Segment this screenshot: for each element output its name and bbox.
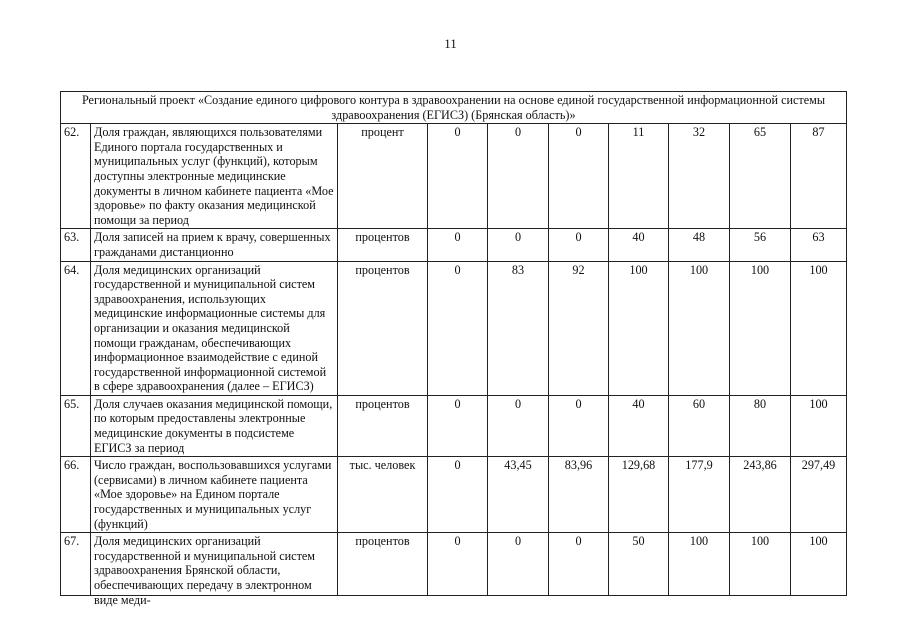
value-cell: 100 bbox=[791, 533, 847, 596]
value-cell: 48 bbox=[669, 229, 730, 261]
indicator-name: Доля медицинских организаций государственной и муниципальной систем здравоохранения Брянской области, обеспечивающих передачу в электронном виде меди- bbox=[94, 534, 316, 607]
value-cell: 83,96 bbox=[549, 457, 609, 533]
indicators-table bbox=[60, 91, 847, 607]
row-number: 67. bbox=[61, 533, 91, 596]
value-cell: 43,45 bbox=[488, 457, 549, 533]
value-cell: 0 bbox=[549, 229, 609, 261]
value-cell: 297,49 bbox=[791, 457, 847, 533]
value-cell: 100 bbox=[669, 261, 730, 395]
value-cell: 50 bbox=[609, 533, 669, 596]
table-row bbox=[61, 229, 847, 261]
row-number: 65. bbox=[61, 395, 91, 456]
unit-cell: процент bbox=[338, 124, 428, 229]
unit-cell: процентов bbox=[338, 533, 428, 596]
value-cell: 100 bbox=[609, 261, 669, 395]
value-cell: 40 bbox=[609, 395, 669, 456]
value-cell: 0 bbox=[488, 533, 549, 596]
value-cell: 0 bbox=[488, 395, 549, 456]
row-number: 63. bbox=[61, 229, 91, 261]
page-number: 11 bbox=[444, 36, 457, 51]
row-number: 62. bbox=[61, 124, 91, 229]
indicator-name: Доля медицинских организаций государственной и муниципальной систем здравоохранения, использующих медицинские информационные системы для организации и оказания медицинской помощи гражданам, обеспечивающих информационное взаимодействие с единой государственной информационной системой в сфере здравоохранения (далее – ЕГИСЗ) bbox=[91, 261, 338, 395]
value-cell: 100 bbox=[730, 261, 791, 395]
value-cell: 40 bbox=[609, 229, 669, 261]
value-cell: 92 bbox=[549, 261, 609, 395]
section-title: Региональный проект «Создание единого цифрового контура в здравоохранении на основе единой государственной информационной системы здравоохранения (ЕГИСЗ) (Брянская область)» bbox=[61, 92, 847, 124]
indicator-name: Доля записей на прием к врачу, совершенных гражданами дистанционно bbox=[91, 229, 338, 261]
indicator-name: Доля граждан, являющихся пользователями Единого портала государственных и муниципальных услуг (функций), которым доступны электронные медицинские документы в личном кабинете пациента «Мое здоровье» по факту оказания медицинской помощи за период bbox=[91, 124, 338, 229]
section-header-row bbox=[61, 92, 847, 124]
value-cell: 87 bbox=[791, 124, 847, 229]
value-cell: 100 bbox=[730, 533, 791, 596]
table-row bbox=[61, 395, 847, 456]
indicator-name: Число граждан, воспользовавшихся услугами (сервисами) в личном кабинете пациента «Мое здоровье» на Едином портале государственных и муниципальных услуг (функций) bbox=[91, 457, 338, 533]
value-cell: 0 bbox=[428, 261, 488, 395]
value-cell: 0 bbox=[428, 395, 488, 456]
value-cell: 100 bbox=[669, 533, 730, 596]
value-cell: 0 bbox=[488, 124, 549, 229]
value-cell: 0 bbox=[428, 457, 488, 533]
row-number: 66. bbox=[61, 457, 91, 533]
value-cell: 0 bbox=[549, 395, 609, 456]
value-cell: 65 bbox=[730, 124, 791, 229]
value-cell: 60 bbox=[669, 395, 730, 456]
unit-cell: процентов bbox=[338, 261, 428, 395]
table-row bbox=[61, 533, 847, 596]
indicator-name: Доля случаев оказания медицинской помощи, по которым предоставлены электронные медицинские документы в подсистеме ЕГИСЗ за период bbox=[91, 395, 338, 456]
unit-cell: процентов bbox=[338, 395, 428, 456]
value-cell: 0 bbox=[549, 533, 609, 596]
value-cell: 243,86 bbox=[730, 457, 791, 533]
table-row bbox=[61, 261, 847, 395]
unit-cell: процентов bbox=[338, 229, 428, 261]
value-cell: 0 bbox=[428, 124, 488, 229]
value-cell: 129,68 bbox=[609, 457, 669, 533]
value-cell: 0 bbox=[488, 229, 549, 261]
value-cell: 0 bbox=[428, 229, 488, 261]
value-cell: 56 bbox=[730, 229, 791, 261]
unit-cell: тыс. человек bbox=[338, 457, 428, 533]
value-cell: 80 bbox=[730, 395, 791, 456]
table-row bbox=[61, 124, 847, 229]
value-cell: 11 bbox=[609, 124, 669, 229]
row-number: 64. bbox=[61, 261, 91, 395]
table-row bbox=[61, 457, 847, 533]
value-cell: 32 bbox=[669, 124, 730, 229]
value-cell: 0 bbox=[428, 533, 488, 596]
value-cell: 0 bbox=[549, 124, 609, 229]
value-cell: 63 bbox=[791, 229, 847, 261]
value-cell: 100 bbox=[791, 395, 847, 456]
value-cell: 83 bbox=[488, 261, 549, 395]
value-cell: 100 bbox=[791, 261, 847, 395]
value-cell: 177,9 bbox=[669, 457, 730, 533]
